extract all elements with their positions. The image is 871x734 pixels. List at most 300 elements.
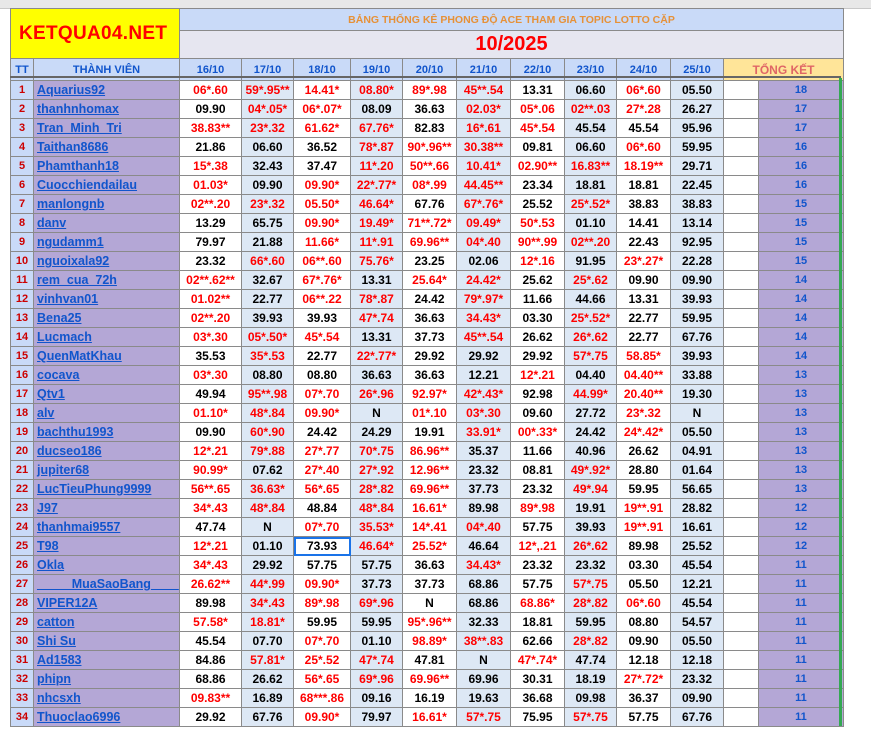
result-cell[interactable]: 75.95 <box>511 708 565 727</box>
result-cell[interactable]: 28.82 <box>671 499 724 518</box>
result-cell[interactable]: 34*.43 <box>242 594 294 613</box>
empty-cell[interactable] <box>724 556 759 575</box>
result-cell[interactable]: 25*.62 <box>565 271 617 290</box>
result-cell[interactable]: 71**.72* <box>403 214 457 233</box>
result-cell[interactable]: 50**.66 <box>403 157 457 176</box>
result-cell[interactable]: 07*.70 <box>294 632 351 651</box>
result-cell[interactable]: 12.96** <box>403 461 457 480</box>
result-cell[interactable]: 22.77 <box>617 309 671 328</box>
result-cell[interactable]: 59.95 <box>617 480 671 499</box>
result-cell[interactable]: 36.52 <box>294 138 351 157</box>
result-cell[interactable]: 28.80 <box>617 461 671 480</box>
empty-cell[interactable] <box>724 708 759 727</box>
result-cell[interactable]: 37.47 <box>294 157 351 176</box>
member-name-link[interactable]: Phamthanh18 <box>34 157 180 176</box>
result-cell[interactable]: 45**.54 <box>457 328 511 347</box>
result-cell[interactable]: 92.97* <box>403 385 457 404</box>
result-cell[interactable]: 44*.99 <box>242 575 294 594</box>
result-cell[interactable]: 22.45 <box>671 176 724 195</box>
result-cell[interactable]: 29.92 <box>180 708 242 727</box>
member-name-link[interactable]: vinhvan01 <box>34 290 180 309</box>
result-cell[interactable]: 02.90** <box>511 157 565 176</box>
empty-cell[interactable] <box>724 366 759 385</box>
result-cell[interactable]: 24.42* <box>457 271 511 290</box>
result-cell[interactable]: 12.18 <box>617 651 671 670</box>
result-cell[interactable]: 86.96** <box>403 442 457 461</box>
result-cell[interactable]: 16.83** <box>565 157 617 176</box>
result-cell[interactable]: 89.98 <box>617 537 671 556</box>
member-name-link[interactable]: Ad1583 <box>34 651 180 670</box>
result-cell[interactable]: N <box>457 651 511 670</box>
result-cell[interactable]: 84.86 <box>180 651 242 670</box>
result-cell[interactable]: 01.10 <box>351 632 403 651</box>
result-cell[interactable]: 23.25 <box>403 252 457 271</box>
result-cell[interactable]: 45.54 <box>180 632 242 651</box>
result-cell[interactable]: 35*.53 <box>242 347 294 366</box>
total-cell[interactable]: 16 <box>759 157 844 176</box>
empty-cell[interactable] <box>724 575 759 594</box>
result-cell[interactable]: 14.41* <box>294 81 351 100</box>
result-cell[interactable]: 04.40 <box>565 366 617 385</box>
total-cell[interactable]: 14 <box>759 271 844 290</box>
result-cell[interactable]: 22*.77* <box>351 347 403 366</box>
empty-cell[interactable] <box>724 651 759 670</box>
total-cell[interactable]: 11 <box>759 594 844 613</box>
empty-cell[interactable] <box>724 176 759 195</box>
result-cell[interactable]: 28*.82 <box>565 632 617 651</box>
result-cell[interactable]: 35.37 <box>457 442 511 461</box>
result-cell[interactable]: 59*.95** <box>242 81 294 100</box>
result-cell[interactable]: 07*.70 <box>294 518 351 537</box>
result-cell[interactable]: 01.02** <box>180 290 242 309</box>
empty-cell[interactable] <box>724 195 759 214</box>
result-cell[interactable]: 69*.96 <box>351 670 403 689</box>
result-cell[interactable]: 78*.87 <box>351 138 403 157</box>
empty-cell[interactable] <box>724 423 759 442</box>
result-cell[interactable]: 09.90 <box>617 271 671 290</box>
result-cell[interactable]: 47*.74* <box>511 651 565 670</box>
result-cell[interactable]: 38.83 <box>671 195 724 214</box>
result-cell[interactable]: 12.21 <box>671 575 724 594</box>
result-cell[interactable]: 57.75 <box>294 556 351 575</box>
result-cell[interactable]: 23*.32 <box>242 119 294 138</box>
result-cell[interactable]: 02**.03 <box>565 100 617 119</box>
result-cell[interactable]: 22.77 <box>294 347 351 366</box>
result-cell[interactable]: 19**.91 <box>617 499 671 518</box>
total-cell[interactable]: 12 <box>759 499 844 518</box>
result-cell[interactable]: 68.86 <box>457 594 511 613</box>
result-cell[interactable]: 82.83 <box>403 119 457 138</box>
total-cell[interactable]: 13 <box>759 385 844 404</box>
result-cell[interactable]: 38.83 <box>617 195 671 214</box>
result-cell[interactable]: 09.90 <box>671 689 724 708</box>
result-cell[interactable]: 04*.40 <box>457 233 511 252</box>
result-cell[interactable]: 09.90* <box>294 176 351 195</box>
result-cell[interactable]: 36.68 <box>511 689 565 708</box>
result-cell[interactable]: 98.89* <box>403 632 457 651</box>
result-cell[interactable]: 08.80 <box>242 366 294 385</box>
result-cell[interactable]: 67.76 <box>671 708 724 727</box>
result-cell[interactable]: 26.62 <box>242 670 294 689</box>
total-cell[interactable]: 11 <box>759 689 844 708</box>
site-logo[interactable]: KETQUA04.NET <box>11 9 180 59</box>
result-cell[interactable]: 39.93 <box>565 518 617 537</box>
result-cell[interactable]: 44.45** <box>457 176 511 195</box>
result-cell[interactable]: 19.91 <box>403 423 457 442</box>
total-cell[interactable]: 15 <box>759 195 844 214</box>
result-cell[interactable]: 06*.07* <box>294 100 351 119</box>
result-cell[interactable]: 04.91 <box>671 442 724 461</box>
result-cell[interactable]: 48.84 <box>294 499 351 518</box>
result-cell[interactable]: 13.31 <box>511 81 565 100</box>
result-cell[interactable]: 11*.91 <box>351 233 403 252</box>
result-cell[interactable]: 09.16 <box>351 689 403 708</box>
result-cell[interactable]: 29.92 <box>511 347 565 366</box>
result-cell[interactable]: 09.90* <box>294 575 351 594</box>
member-name-link[interactable]: _____MuaSaoBang____ <box>34 575 180 594</box>
result-cell[interactable]: 27*.77 <box>294 442 351 461</box>
result-cell[interactable]: 03.30 <box>511 309 565 328</box>
result-cell[interactable]: 19**.91 <box>617 518 671 537</box>
result-cell[interactable]: 07.62 <box>242 461 294 480</box>
result-cell[interactable]: 16.89 <box>242 689 294 708</box>
total-cell[interactable]: 16 <box>759 138 844 157</box>
result-cell[interactable]: 60*.90 <box>242 423 294 442</box>
result-cell[interactable]: 27.72 <box>565 404 617 423</box>
result-cell[interactable]: 56.65 <box>671 480 724 499</box>
result-cell[interactable]: 23.32 <box>511 556 565 575</box>
result-cell[interactable]: 45*.54 <box>511 119 565 138</box>
result-cell[interactable]: 59.95 <box>671 138 724 157</box>
empty-cell[interactable] <box>724 480 759 499</box>
result-cell[interactable]: 09.90* <box>294 404 351 423</box>
result-cell[interactable]: 10.41* <box>457 157 511 176</box>
result-cell[interactable]: N <box>671 404 724 423</box>
result-cell[interactable]: 16.61 <box>671 518 724 537</box>
result-cell[interactable]: 23.32 <box>457 461 511 480</box>
result-cell[interactable]: 09.90 <box>180 100 242 119</box>
result-cell[interactable]: 16.61* <box>403 708 457 727</box>
result-cell[interactable]: 12*.21 <box>511 366 565 385</box>
result-cell[interactable]: 57.58* <box>180 613 242 632</box>
result-cell[interactable]: 26*.96 <box>351 385 403 404</box>
member-name-link[interactable]: Lucmach <box>34 328 180 347</box>
empty-cell[interactable] <box>724 689 759 708</box>
result-cell[interactable]: 23.34 <box>511 176 565 195</box>
result-cell[interactable]: 22.77 <box>617 328 671 347</box>
result-cell[interactable]: 45.54 <box>565 119 617 138</box>
result-cell[interactable]: 48*.84 <box>242 404 294 423</box>
total-cell[interactable]: 13 <box>759 480 844 499</box>
total-cell[interactable]: 11 <box>759 632 844 651</box>
result-cell[interactable]: 59.95 <box>671 309 724 328</box>
result-cell[interactable]: 26.27 <box>671 100 724 119</box>
result-cell[interactable]: 09.90* <box>294 214 351 233</box>
result-cell[interactable]: 24.42 <box>565 423 617 442</box>
result-cell[interactable]: 09.90 <box>671 271 724 290</box>
member-name-link[interactable]: thanhmai9557 <box>34 518 180 537</box>
result-cell[interactable]: 27*.40 <box>294 461 351 480</box>
result-cell[interactable]: 29.71 <box>671 157 724 176</box>
total-cell[interactable]: 11 <box>759 613 844 632</box>
empty-cell[interactable] <box>724 613 759 632</box>
empty-cell[interactable] <box>724 347 759 366</box>
result-cell[interactable]: 12.18 <box>671 651 724 670</box>
result-cell[interactable]: 36.63 <box>403 309 457 328</box>
result-cell[interactable]: 02**.20 <box>565 233 617 252</box>
result-cell[interactable]: 34.43* <box>457 556 511 575</box>
result-cell[interactable]: 70*.75 <box>351 442 403 461</box>
result-cell[interactable]: 37.73 <box>351 575 403 594</box>
result-cell[interactable]: 23*.32 <box>242 195 294 214</box>
result-cell[interactable]: 11.66* <box>294 233 351 252</box>
result-cell[interactable]: 18.81 <box>565 176 617 195</box>
result-cell[interactable]: 08.09 <box>351 100 403 119</box>
empty-cell[interactable] <box>724 252 759 271</box>
result-cell[interactable]: 75.76* <box>351 252 403 271</box>
result-cell[interactable]: 01.10 <box>242 537 294 556</box>
result-cell[interactable]: 45.54 <box>671 594 724 613</box>
result-cell[interactable]: 18.19 <box>565 670 617 689</box>
result-cell[interactable]: 07.70 <box>242 632 294 651</box>
result-cell[interactable]: 08.80 <box>617 613 671 632</box>
total-cell[interactable]: 11 <box>759 708 844 727</box>
result-cell[interactable]: 36.63 <box>403 556 457 575</box>
result-cell[interactable]: 04*.05* <box>242 100 294 119</box>
result-cell[interactable]: 79.97 <box>351 708 403 727</box>
result-cell[interactable]: 39.93 <box>671 290 724 309</box>
result-cell[interactable]: 79*.88 <box>242 442 294 461</box>
total-cell[interactable]: 17 <box>759 100 844 119</box>
result-cell[interactable]: 59.95 <box>351 613 403 632</box>
result-cell[interactable]: 26*.62 <box>565 537 617 556</box>
result-cell[interactable]: 89.98 <box>180 594 242 613</box>
result-cell[interactable]: 90**.99 <box>511 233 565 252</box>
result-cell[interactable]: 34*.43 <box>180 499 242 518</box>
result-cell[interactable]: 04.40** <box>617 366 671 385</box>
result-cell[interactable]: 18.81* <box>242 613 294 632</box>
result-cell[interactable]: 65.75 <box>242 214 294 233</box>
empty-cell[interactable] <box>724 328 759 347</box>
result-cell[interactable]: N <box>242 518 294 537</box>
result-cell[interactable]: 12*.16 <box>511 252 565 271</box>
result-cell[interactable]: 56**.65 <box>180 480 242 499</box>
result-cell[interactable]: 95*.96** <box>403 613 457 632</box>
result-cell[interactable]: 08.80 <box>294 366 351 385</box>
result-cell[interactable]: 39.93 <box>671 347 724 366</box>
result-cell[interactable]: 09.90 <box>242 176 294 195</box>
result-cell[interactable]: 09.83** <box>180 689 242 708</box>
result-cell[interactable]: 47.74 <box>180 518 242 537</box>
total-cell[interactable]: 13 <box>759 423 844 442</box>
result-cell[interactable]: 08.80* <box>351 81 403 100</box>
result-cell[interactable]: 23.32 <box>180 252 242 271</box>
result-cell[interactable]: 26.62 <box>511 328 565 347</box>
result-cell[interactable]: 12*.21 <box>180 537 242 556</box>
empty-cell[interactable] <box>724 290 759 309</box>
result-cell[interactable]: 57.75 <box>511 575 565 594</box>
result-cell[interactable]: 89.98 <box>457 499 511 518</box>
result-cell[interactable]: 57*.75 <box>565 575 617 594</box>
total-cell[interactable]: 11 <box>759 670 844 689</box>
result-cell[interactable]: 13.31 <box>351 328 403 347</box>
result-cell[interactable]: 25*.52 <box>294 651 351 670</box>
result-cell[interactable]: 13.14 <box>671 214 724 233</box>
result-cell[interactable]: 47*.74 <box>351 309 403 328</box>
result-cell[interactable]: 08*.99 <box>403 176 457 195</box>
result-cell[interactable]: 23.32 <box>565 556 617 575</box>
result-cell[interactable]: 40.96 <box>565 442 617 461</box>
total-cell[interactable]: 11 <box>759 651 844 670</box>
empty-cell[interactable] <box>724 632 759 651</box>
result-cell[interactable]: 07*.70 <box>294 385 351 404</box>
member-name-link[interactable]: T98 <box>34 537 180 556</box>
member-name-link[interactable]: Aquarius92 <box>34 81 180 100</box>
member-name-link[interactable]: QuenMatKhau <box>34 347 180 366</box>
result-cell[interactable]: 35.53 <box>180 347 242 366</box>
empty-cell[interactable] <box>724 537 759 556</box>
result-cell[interactable]: 32.43 <box>242 157 294 176</box>
result-cell[interactable]: 14.41 <box>617 214 671 233</box>
result-cell[interactable]: N <box>403 594 457 613</box>
result-cell[interactable]: 27*.28 <box>617 100 671 119</box>
result-cell[interactable]: 33.88 <box>671 366 724 385</box>
result-cell[interactable]: 45.54 <box>617 119 671 138</box>
result-cell[interactable]: 92.95 <box>671 233 724 252</box>
result-cell[interactable]: 19.63 <box>457 689 511 708</box>
member-name-link[interactable]: Qtv1 <box>34 385 180 404</box>
result-cell[interactable]: 09.98 <box>565 689 617 708</box>
result-cell[interactable]: 29.92 <box>457 347 511 366</box>
result-cell[interactable]: 34.43* <box>457 309 511 328</box>
result-cell[interactable]: 23.32 <box>511 480 565 499</box>
result-cell[interactable]: 68.86 <box>457 575 511 594</box>
empty-cell[interactable] <box>724 404 759 423</box>
result-cell[interactable]: 21.86 <box>180 138 242 157</box>
empty-cell[interactable] <box>724 594 759 613</box>
result-cell[interactable]: 24*.42* <box>617 423 671 442</box>
result-cell[interactable]: 21.88 <box>242 233 294 252</box>
result-cell[interactable]: 91.95 <box>565 252 617 271</box>
result-cell[interactable]: 27*.72* <box>617 670 671 689</box>
result-cell[interactable]: 25*.52* <box>565 195 617 214</box>
result-cell[interactable]: 09.90 <box>180 423 242 442</box>
result-cell[interactable]: 69.96** <box>403 480 457 499</box>
result-cell[interactable]: 29.92 <box>403 347 457 366</box>
member-name-link[interactable]: cocava <box>34 366 180 385</box>
result-cell[interactable]: 22.28 <box>671 252 724 271</box>
result-cell[interactable]: 48*.84 <box>242 499 294 518</box>
member-name-link[interactable]: thanhnhomax <box>34 100 180 119</box>
total-cell[interactable]: 13 <box>759 461 844 480</box>
member-name-link[interactable]: nhcsxh <box>34 689 180 708</box>
result-cell[interactable]: 12*,.21 <box>511 537 565 556</box>
result-cell[interactable]: 67.76 <box>671 328 724 347</box>
total-cell[interactable]: 13 <box>759 442 844 461</box>
result-cell[interactable]: 09.49* <box>457 214 511 233</box>
result-cell[interactable]: 57.81* <box>242 651 294 670</box>
result-cell[interactable]: 47*.74 <box>351 651 403 670</box>
result-cell[interactable]: 69*.96 <box>351 594 403 613</box>
result-cell[interactable]: 44.99* <box>565 385 617 404</box>
result-cell[interactable]: 68***.86 <box>294 689 351 708</box>
result-cell[interactable]: 19.30 <box>671 385 724 404</box>
empty-cell[interactable] <box>724 442 759 461</box>
empty-cell[interactable] <box>724 100 759 119</box>
result-cell[interactable]: 49*.94 <box>565 480 617 499</box>
result-cell[interactable]: 46.64* <box>351 537 403 556</box>
total-cell[interactable]: 14 <box>759 328 844 347</box>
empty-cell[interactable] <box>724 157 759 176</box>
result-cell[interactable]: 67*.76* <box>457 195 511 214</box>
member-name-link[interactable]: catton <box>34 613 180 632</box>
result-cell[interactable]: 12*.21 <box>180 442 242 461</box>
result-cell[interactable]: 06**.60 <box>294 252 351 271</box>
result-cell[interactable]: 32.33 <box>457 613 511 632</box>
member-name-link[interactable]: Taithan8686 <box>34 138 180 157</box>
member-name-link[interactable]: Bena25 <box>34 309 180 328</box>
result-cell[interactable]: 45.54 <box>671 556 724 575</box>
result-cell[interactable]: 18.81 <box>617 176 671 195</box>
result-cell[interactable]: 25.52 <box>511 195 565 214</box>
result-cell[interactable]: 57.75 <box>511 518 565 537</box>
total-cell[interactable]: 13 <box>759 404 844 423</box>
total-cell[interactable]: 12 <box>759 537 844 556</box>
result-cell[interactable]: 23*.27* <box>617 252 671 271</box>
result-cell[interactable]: 05*.06 <box>511 100 565 119</box>
result-cell[interactable]: 24.42 <box>403 290 457 309</box>
member-name-link[interactable]: J97 <box>34 499 180 518</box>
result-cell[interactable]: 54.57 <box>671 613 724 632</box>
result-cell[interactable]: 26.62** <box>180 575 242 594</box>
result-cell[interactable]: 16.19 <box>403 689 457 708</box>
result-cell[interactable]: 20.40** <box>617 385 671 404</box>
empty-cell[interactable] <box>724 385 759 404</box>
total-cell[interactable]: 11 <box>759 575 844 594</box>
member-name-link[interactable]: Cuocchiendailau <box>34 176 180 195</box>
member-name-link[interactable]: Thuoclao6996 <box>34 708 180 727</box>
result-cell[interactable]: 89*.98 <box>511 499 565 518</box>
result-cell[interactable]: 02.03* <box>457 100 511 119</box>
result-cell[interactable]: 47.81 <box>403 651 457 670</box>
result-cell[interactable]: 30.31 <box>511 670 565 689</box>
result-cell[interactable]: 44.66 <box>565 290 617 309</box>
result-cell[interactable]: 03*.30 <box>180 366 242 385</box>
result-cell[interactable]: 05.50 <box>671 632 724 651</box>
result-cell[interactable]: 57*.75 <box>565 347 617 366</box>
result-cell[interactable]: 11.66 <box>511 290 565 309</box>
total-cell[interactable]: 14 <box>759 347 844 366</box>
result-cell[interactable]: 02.06 <box>457 252 511 271</box>
result-cell[interactable]: 30.38** <box>457 138 511 157</box>
result-cell[interactable]: 42*.43* <box>457 385 511 404</box>
result-cell[interactable]: 26*.62 <box>565 328 617 347</box>
result-cell[interactable]: 29.92 <box>242 556 294 575</box>
result-cell[interactable]: 25.64* <box>403 271 457 290</box>
result-cell[interactable]: 13.31 <box>351 271 403 290</box>
total-cell[interactable]: 15 <box>759 214 844 233</box>
result-cell[interactable]: 32.67 <box>242 271 294 290</box>
result-cell[interactable]: 01.64 <box>671 461 724 480</box>
result-cell[interactable]: 05.50* <box>294 195 351 214</box>
result-cell[interactable]: 57.75 <box>617 708 671 727</box>
result-cell[interactable]: 22*.77* <box>351 176 403 195</box>
result-cell[interactable]: 56*.65 <box>294 480 351 499</box>
result-cell[interactable]: 04*.40 <box>457 518 511 537</box>
member-name-link[interactable]: phipn <box>34 670 180 689</box>
result-cell[interactable]: 37.73 <box>403 328 457 347</box>
result-cell[interactable]: 06**.22 <box>294 290 351 309</box>
